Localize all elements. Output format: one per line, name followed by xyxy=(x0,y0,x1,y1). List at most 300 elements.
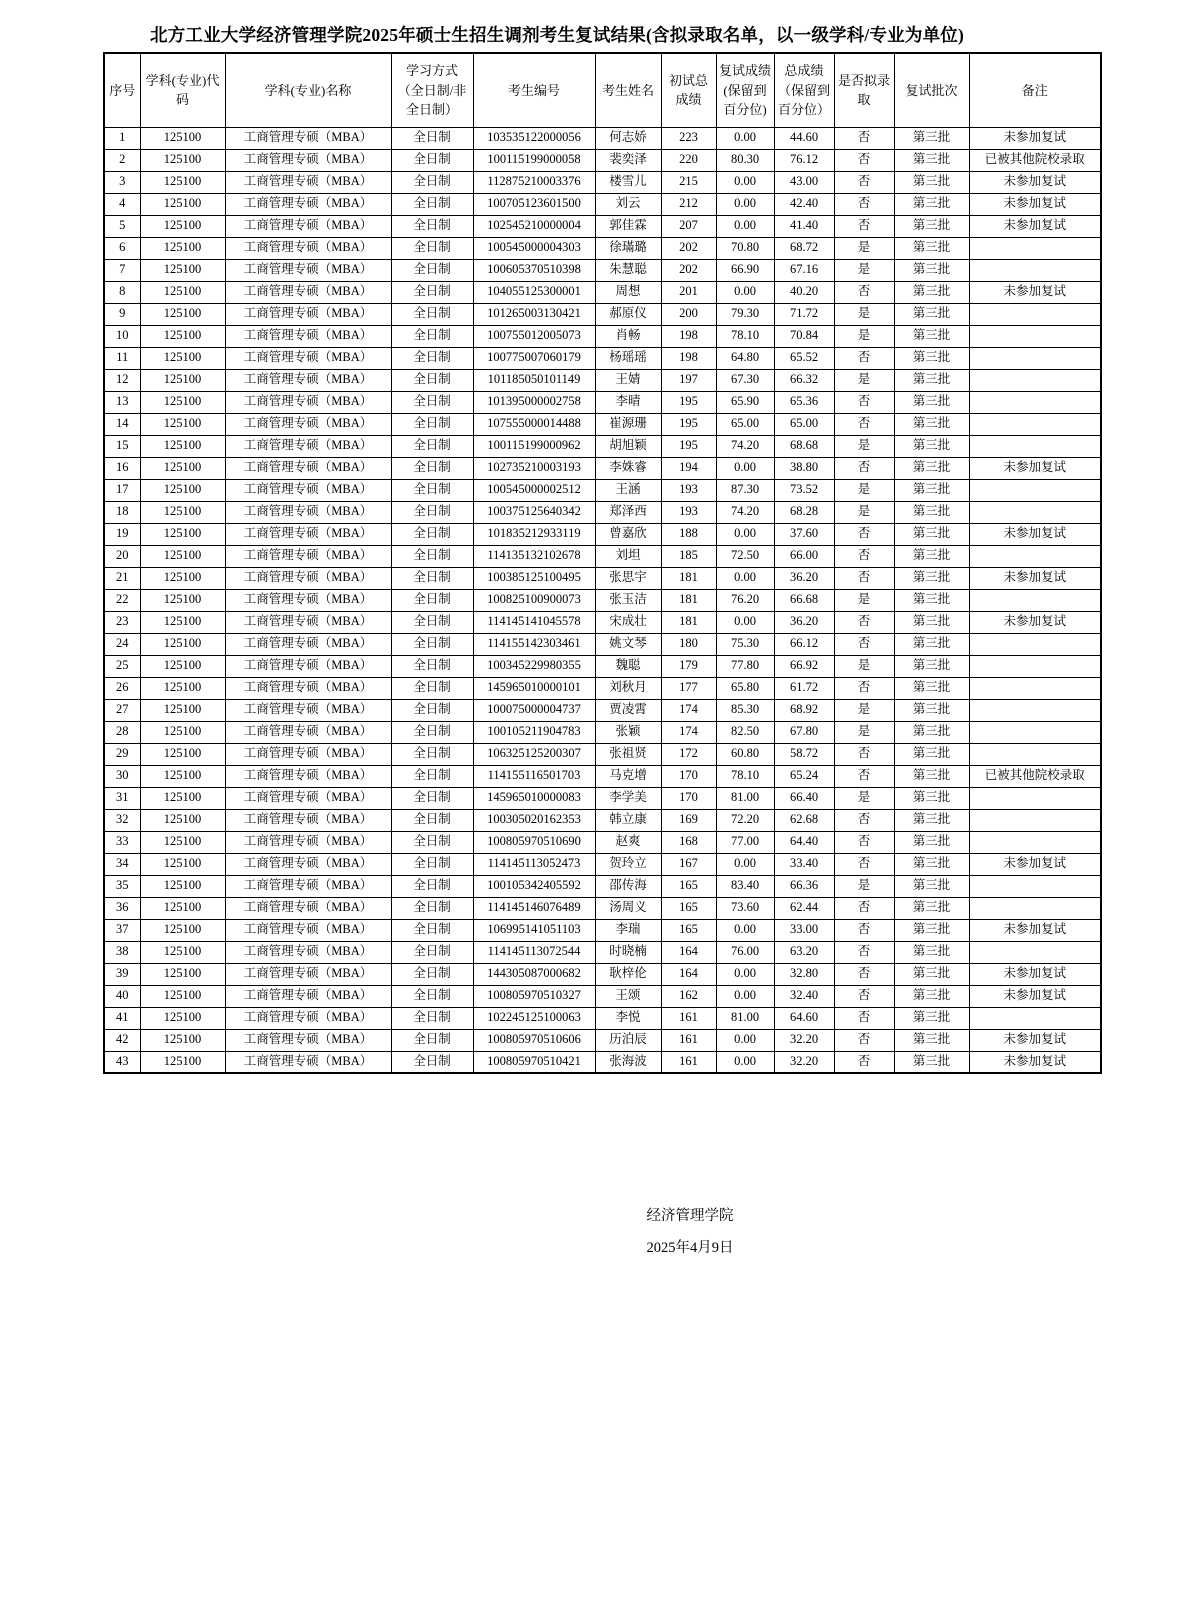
cell-admitted: 是 xyxy=(834,435,894,457)
cell-retest-score: 87.30 xyxy=(716,479,774,501)
cell-study-mode: 全日制 xyxy=(391,655,473,677)
cell-remark: 未参加复试 xyxy=(969,567,1101,589)
cell-major-code: 125100 xyxy=(140,501,225,523)
cell-study-mode: 全日制 xyxy=(391,611,473,633)
cell-major-name: 工商管理专硕（MBA） xyxy=(225,963,391,985)
cell-remark: 未参加复试 xyxy=(969,171,1101,193)
table-row xyxy=(104,237,1101,259)
cell-index: 9 xyxy=(104,303,140,325)
cell-index: 36 xyxy=(104,897,140,919)
cell-candidate-id: 104055125300001 xyxy=(473,281,595,303)
cell-candidate-id: 102545210000004 xyxy=(473,215,595,237)
cell-study-mode: 全日制 xyxy=(391,699,473,721)
cell-major-code: 125100 xyxy=(140,237,225,259)
cell-remark: 未参加复试 xyxy=(969,963,1101,985)
cell-admitted: 是 xyxy=(834,655,894,677)
cell-major-name: 工商管理专硕（MBA） xyxy=(225,699,391,721)
cell-admitted: 否 xyxy=(834,193,894,215)
cell-major-code: 125100 xyxy=(140,963,225,985)
cell-admitted: 是 xyxy=(834,303,894,325)
cell-candidate-name: 李瑞 xyxy=(595,919,661,941)
cell-major-name: 工商管理专硕（MBA） xyxy=(225,809,391,831)
cell-remark: 未参加复试 xyxy=(969,127,1101,149)
cell-index: 20 xyxy=(104,545,140,567)
column-header-major-code: 学科(专业)代码 xyxy=(140,53,225,127)
cell-study-mode: 全日制 xyxy=(391,853,473,875)
cell-initial-score: 198 xyxy=(661,325,716,347)
cell-retest-batch: 第三批 xyxy=(894,325,969,347)
cell-major-code: 125100 xyxy=(140,919,225,941)
cell-candidate-name: 李学美 xyxy=(595,787,661,809)
cell-admitted: 否 xyxy=(834,567,894,589)
cell-retest-batch: 第三批 xyxy=(894,677,969,699)
cell-retest-batch: 第三批 xyxy=(894,743,969,765)
cell-remark: 未参加复试 xyxy=(969,1029,1101,1051)
cell-major-code: 125100 xyxy=(140,347,225,369)
cell-admitted: 否 xyxy=(834,809,894,831)
cell-total-score: 42.40 xyxy=(774,193,834,215)
cell-candidate-name: 周想 xyxy=(595,281,661,303)
cell-retest-score: 0.00 xyxy=(716,611,774,633)
cell-major-code: 125100 xyxy=(140,831,225,853)
cell-major-code: 125100 xyxy=(140,1029,225,1051)
cell-initial-score: 195 xyxy=(661,435,716,457)
cell-study-mode: 全日制 xyxy=(391,281,473,303)
cell-major-code: 125100 xyxy=(140,589,225,611)
column-header-initial-score: 初试总成绩 xyxy=(661,53,716,127)
cell-total-score: 66.68 xyxy=(774,589,834,611)
cell-study-mode: 全日制 xyxy=(391,435,473,457)
table-row xyxy=(104,457,1101,479)
cell-study-mode: 全日制 xyxy=(391,787,473,809)
cell-initial-score: 174 xyxy=(661,699,716,721)
cell-total-score: 66.36 xyxy=(774,875,834,897)
cell-index: 35 xyxy=(104,875,140,897)
cell-index: 39 xyxy=(104,963,140,985)
column-header-admitted: 是否拟录取 xyxy=(834,53,894,127)
cell-major-name: 工商管理专硕（MBA） xyxy=(225,677,391,699)
cell-candidate-name: 李悦 xyxy=(595,1007,661,1029)
cell-admitted: 否 xyxy=(834,391,894,413)
table-row xyxy=(104,963,1101,985)
cell-index: 34 xyxy=(104,853,140,875)
cell-initial-score: 198 xyxy=(661,347,716,369)
cell-major-code: 125100 xyxy=(140,787,225,809)
cell-major-code: 125100 xyxy=(140,281,225,303)
cell-total-score: 76.12 xyxy=(774,149,834,171)
cell-index: 13 xyxy=(104,391,140,413)
cell-retest-score: 0.00 xyxy=(716,457,774,479)
cell-total-score: 36.20 xyxy=(774,567,834,589)
cell-index: 2 xyxy=(104,149,140,171)
cell-study-mode: 全日制 xyxy=(391,1051,473,1073)
cell-study-mode: 全日制 xyxy=(391,413,473,435)
table-row xyxy=(104,589,1101,611)
table-row xyxy=(104,501,1101,523)
cell-major-name: 工商管理专硕（MBA） xyxy=(225,479,391,501)
cell-candidate-name: 姚文琴 xyxy=(595,633,661,655)
cell-study-mode: 全日制 xyxy=(391,721,473,743)
cell-initial-score: 202 xyxy=(661,259,716,281)
cell-initial-score: 165 xyxy=(661,919,716,941)
cell-retest-score: 77.80 xyxy=(716,655,774,677)
cell-retest-score: 0.00 xyxy=(716,1029,774,1051)
cell-admitted: 否 xyxy=(834,941,894,963)
cell-retest-batch: 第三批 xyxy=(894,193,969,215)
cell-candidate-id: 100075000004737 xyxy=(473,699,595,721)
cell-initial-score: 207 xyxy=(661,215,716,237)
cell-remark xyxy=(969,391,1101,413)
cell-study-mode: 全日制 xyxy=(391,457,473,479)
cell-retest-batch: 第三批 xyxy=(894,875,969,897)
table-row xyxy=(104,347,1101,369)
cell-major-name: 工商管理专硕（MBA） xyxy=(225,721,391,743)
cell-retest-batch: 第三批 xyxy=(894,809,969,831)
cell-major-name: 工商管理专硕（MBA） xyxy=(225,457,391,479)
cell-total-score: 73.52 xyxy=(774,479,834,501)
cell-admitted: 否 xyxy=(834,457,894,479)
cell-major-name: 工商管理专硕（MBA） xyxy=(225,347,391,369)
cell-major-code: 125100 xyxy=(140,149,225,171)
cell-major-name: 工商管理专硕（MBA） xyxy=(225,589,391,611)
table-row xyxy=(104,831,1101,853)
column-header-total-score: 总成绩（保留到百分位） xyxy=(774,53,834,127)
cell-initial-score: 215 xyxy=(661,171,716,193)
cell-study-mode: 全日制 xyxy=(391,237,473,259)
cell-remark xyxy=(969,435,1101,457)
cell-initial-score: 185 xyxy=(661,545,716,567)
cell-major-name: 工商管理专硕（MBA） xyxy=(225,325,391,347)
cell-initial-score: 161 xyxy=(661,1051,716,1073)
cell-major-name: 工商管理专硕（MBA） xyxy=(225,941,391,963)
cell-remark xyxy=(969,633,1101,655)
cell-retest-score: 78.10 xyxy=(716,765,774,787)
cell-remark xyxy=(969,501,1101,523)
table-row xyxy=(104,149,1101,171)
cell-remark xyxy=(969,545,1101,567)
table-row xyxy=(104,325,1101,347)
cell-initial-score: 220 xyxy=(661,149,716,171)
cell-study-mode: 全日制 xyxy=(391,545,473,567)
cell-remark xyxy=(969,787,1101,809)
column-header-candidate-id: 考生编号 xyxy=(473,53,595,127)
cell-admitted: 否 xyxy=(834,633,894,655)
cell-major-name: 工商管理专硕（MBA） xyxy=(225,1029,391,1051)
cell-study-mode: 全日制 xyxy=(391,897,473,919)
cell-study-mode: 全日制 xyxy=(391,589,473,611)
cell-candidate-id: 145965010000083 xyxy=(473,787,595,809)
cell-retest-score: 73.60 xyxy=(716,897,774,919)
cell-initial-score: 223 xyxy=(661,127,716,149)
cell-study-mode: 全日制 xyxy=(391,523,473,545)
cell-admitted: 否 xyxy=(834,1051,894,1073)
cell-candidate-id: 101835212933119 xyxy=(473,523,595,545)
cell-retest-score: 65.90 xyxy=(716,391,774,413)
cell-candidate-id: 102735210003193 xyxy=(473,457,595,479)
cell-retest-score: 66.90 xyxy=(716,259,774,281)
cell-retest-batch: 第三批 xyxy=(894,787,969,809)
cell-total-score: 32.20 xyxy=(774,1029,834,1051)
cell-major-name: 工商管理专硕（MBA） xyxy=(225,831,391,853)
footer-signature: 经济管理学院 xyxy=(646,1208,734,1224)
cell-candidate-name: 张颖 xyxy=(595,721,661,743)
cell-index: 24 xyxy=(104,633,140,655)
cell-candidate-id: 107555000014488 xyxy=(473,413,595,435)
cell-initial-score: 202 xyxy=(661,237,716,259)
cell-candidate-name: 贾凌霄 xyxy=(595,699,661,721)
cell-study-mode: 全日制 xyxy=(391,765,473,787)
cell-retest-batch: 第三批 xyxy=(894,523,969,545)
cell-total-score: 68.92 xyxy=(774,699,834,721)
cell-initial-score: 200 xyxy=(661,303,716,325)
table-row xyxy=(104,171,1101,193)
cell-total-score: 32.80 xyxy=(774,963,834,985)
cell-total-score: 65.52 xyxy=(774,347,834,369)
cell-total-score: 66.92 xyxy=(774,655,834,677)
cell-retest-score: 0.00 xyxy=(716,193,774,215)
cell-major-name: 工商管理专硕（MBA） xyxy=(225,127,391,149)
cell-candidate-name: 宋成壮 xyxy=(595,611,661,633)
cell-candidate-id: 114145146076489 xyxy=(473,897,595,919)
cell-retest-batch: 第三批 xyxy=(894,303,969,325)
cell-initial-score: 179 xyxy=(661,655,716,677)
cell-candidate-id: 100545000002512 xyxy=(473,479,595,501)
cell-remark: 未参加复试 xyxy=(969,919,1101,941)
column-header-retest-score: 复试成绩(保留到百分位) xyxy=(716,53,774,127)
cell-total-score: 67.80 xyxy=(774,721,834,743)
cell-total-score: 65.00 xyxy=(774,413,834,435)
cell-admitted: 是 xyxy=(834,699,894,721)
cell-major-code: 125100 xyxy=(140,1051,225,1073)
table-row xyxy=(104,567,1101,589)
cell-candidate-name: 刘坦 xyxy=(595,545,661,567)
cell-candidate-name: 崔源珊 xyxy=(595,413,661,435)
cell-candidate-name: 历泊辰 xyxy=(595,1029,661,1051)
cell-retest-score: 75.30 xyxy=(716,633,774,655)
column-header-major-name: 学科(专业)名称 xyxy=(225,53,391,127)
table-row xyxy=(104,985,1101,1007)
table-row xyxy=(104,127,1101,149)
footer-date: 2025年4月9日 xyxy=(646,1240,734,1256)
cell-total-score: 65.36 xyxy=(774,391,834,413)
cell-retest-score: 0.00 xyxy=(716,215,774,237)
table-row xyxy=(104,281,1101,303)
cell-total-score: 32.20 xyxy=(774,1051,834,1073)
cell-major-name: 工商管理专硕（MBA） xyxy=(225,303,391,325)
cell-remark xyxy=(969,941,1101,963)
cell-remark xyxy=(969,347,1101,369)
cell-index: 8 xyxy=(104,281,140,303)
cell-retest-score: 0.00 xyxy=(716,963,774,985)
cell-initial-score: 170 xyxy=(661,787,716,809)
cell-index: 30 xyxy=(104,765,140,787)
cell-major-code: 125100 xyxy=(140,369,225,391)
cell-total-score: 68.68 xyxy=(774,435,834,457)
cell-candidate-name: 李晴 xyxy=(595,391,661,413)
cell-candidate-id: 106995141051103 xyxy=(473,919,595,941)
table-row xyxy=(104,633,1101,655)
cell-remark xyxy=(969,721,1101,743)
cell-total-score: 62.68 xyxy=(774,809,834,831)
cell-retest-batch: 第三批 xyxy=(894,1007,969,1029)
cell-admitted: 否 xyxy=(834,545,894,567)
cell-study-mode: 全日制 xyxy=(391,391,473,413)
table-row xyxy=(104,765,1101,787)
cell-candidate-id: 114145113072544 xyxy=(473,941,595,963)
cell-major-name: 工商管理专硕（MBA） xyxy=(225,435,391,457)
table-row xyxy=(104,941,1101,963)
cell-remark xyxy=(969,303,1101,325)
cell-remark: 未参加复试 xyxy=(969,853,1101,875)
cell-study-mode: 全日制 xyxy=(391,633,473,655)
cell-total-score: 44.60 xyxy=(774,127,834,149)
cell-remark: 未参加复试 xyxy=(969,193,1101,215)
cell-remark xyxy=(969,677,1101,699)
table-row xyxy=(104,545,1101,567)
cell-remark xyxy=(969,809,1101,831)
cell-candidate-name: 张海波 xyxy=(595,1051,661,1073)
cell-index: 43 xyxy=(104,1051,140,1073)
cell-admitted: 否 xyxy=(834,127,894,149)
column-header-index: 序号 xyxy=(104,53,140,127)
cell-initial-score: 197 xyxy=(661,369,716,391)
cell-admitted: 否 xyxy=(834,919,894,941)
cell-candidate-id: 112875210003376 xyxy=(473,171,595,193)
cell-major-code: 125100 xyxy=(140,193,225,215)
cell-major-name: 工商管理专硕（MBA） xyxy=(225,633,391,655)
cell-initial-score: 165 xyxy=(661,897,716,919)
cell-total-score: 37.60 xyxy=(774,523,834,545)
cell-initial-score: 167 xyxy=(661,853,716,875)
cell-remark: 未参加复试 xyxy=(969,523,1101,545)
cell-major-name: 工商管理专硕（MBA） xyxy=(225,567,391,589)
cell-major-name: 工商管理专硕（MBA） xyxy=(225,149,391,171)
cell-retest-batch: 第三批 xyxy=(894,721,969,743)
cell-retest-batch: 第三批 xyxy=(894,369,969,391)
cell-admitted: 是 xyxy=(834,589,894,611)
cell-initial-score: 181 xyxy=(661,589,716,611)
cell-index: 31 xyxy=(104,787,140,809)
cell-admitted: 否 xyxy=(834,897,894,919)
cell-candidate-id: 100805970510606 xyxy=(473,1029,595,1051)
cell-admitted: 否 xyxy=(834,677,894,699)
cell-total-score: 61.72 xyxy=(774,677,834,699)
cell-admitted: 是 xyxy=(834,325,894,347)
table-row xyxy=(104,699,1101,721)
cell-admitted: 否 xyxy=(834,765,894,787)
cell-initial-score: 195 xyxy=(661,413,716,435)
cell-initial-score: 180 xyxy=(661,633,716,655)
cell-retest-batch: 第三批 xyxy=(894,1051,969,1073)
table-row xyxy=(104,259,1101,281)
cell-candidate-name: 李姝睿 xyxy=(595,457,661,479)
cell-major-code: 125100 xyxy=(140,303,225,325)
cell-candidate-id: 100705123601500 xyxy=(473,193,595,215)
cell-candidate-id: 100805970510421 xyxy=(473,1051,595,1073)
cell-retest-batch: 第三批 xyxy=(894,149,969,171)
cell-study-mode: 全日制 xyxy=(391,831,473,853)
cell-retest-batch: 第三批 xyxy=(894,1029,969,1051)
cell-initial-score: 165 xyxy=(661,875,716,897)
table-row xyxy=(104,1007,1101,1029)
cell-major-name: 工商管理专硕（MBA） xyxy=(225,853,391,875)
column-header-retest-batch: 复试批次 xyxy=(894,53,969,127)
cell-major-name: 工商管理专硕（MBA） xyxy=(225,501,391,523)
cell-remark xyxy=(969,589,1101,611)
cell-retest-batch: 第三批 xyxy=(894,589,969,611)
cell-retest-batch: 第三批 xyxy=(894,171,969,193)
cell-major-name: 工商管理专硕（MBA） xyxy=(225,875,391,897)
cell-index: 29 xyxy=(104,743,140,765)
cell-major-name: 工商管理专硕（MBA） xyxy=(225,897,391,919)
cell-study-mode: 全日制 xyxy=(391,677,473,699)
cell-candidate-name: 裴奕泽 xyxy=(595,149,661,171)
cell-major-code: 125100 xyxy=(140,259,225,281)
cell-retest-batch: 第三批 xyxy=(894,501,969,523)
cell-candidate-id: 144305087000682 xyxy=(473,963,595,985)
cell-major-code: 125100 xyxy=(140,853,225,875)
cell-candidate-name: 张玉洁 xyxy=(595,589,661,611)
cell-remark: 已被其他院校录取 xyxy=(969,765,1101,787)
cell-candidate-name: 贺玲立 xyxy=(595,853,661,875)
cell-candidate-name: 郝原仪 xyxy=(595,303,661,325)
cell-retest-score: 85.30 xyxy=(716,699,774,721)
cell-remark xyxy=(969,325,1101,347)
cell-major-name: 工商管理专硕（MBA） xyxy=(225,523,391,545)
cell-index: 10 xyxy=(104,325,140,347)
cell-index: 28 xyxy=(104,721,140,743)
cell-candidate-name: 胡旭颖 xyxy=(595,435,661,457)
cell-initial-score: 168 xyxy=(661,831,716,853)
cell-total-score: 70.84 xyxy=(774,325,834,347)
cell-candidate-name: 肖畅 xyxy=(595,325,661,347)
table-row xyxy=(104,193,1101,215)
cell-retest-batch: 第三批 xyxy=(894,413,969,435)
cell-major-name: 工商管理专硕（MBA） xyxy=(225,611,391,633)
table-row xyxy=(104,919,1101,941)
cell-retest-batch: 第三批 xyxy=(894,567,969,589)
cell-major-name: 工商管理专硕（MBA） xyxy=(225,259,391,281)
cell-admitted: 否 xyxy=(834,963,894,985)
cell-retest-score: 0.00 xyxy=(716,281,774,303)
cell-candidate-id: 100115199000058 xyxy=(473,149,595,171)
cell-major-name: 工商管理专硕（MBA） xyxy=(225,193,391,215)
cell-major-code: 125100 xyxy=(140,743,225,765)
cell-index: 11 xyxy=(104,347,140,369)
cell-retest-score: 81.00 xyxy=(716,1007,774,1029)
cell-initial-score: 193 xyxy=(661,479,716,501)
cell-index: 18 xyxy=(104,501,140,523)
cell-candidate-name: 张思宇 xyxy=(595,567,661,589)
cell-admitted: 否 xyxy=(834,149,894,171)
cell-total-score: 58.72 xyxy=(774,743,834,765)
cell-initial-score: 162 xyxy=(661,985,716,1007)
cell-retest-score: 83.40 xyxy=(716,875,774,897)
cell-major-code: 125100 xyxy=(140,633,225,655)
cell-initial-score: 188 xyxy=(661,523,716,545)
cell-index: 3 xyxy=(104,171,140,193)
cell-retest-batch: 第三批 xyxy=(894,391,969,413)
cell-index: 37 xyxy=(104,919,140,941)
cell-initial-score: 194 xyxy=(661,457,716,479)
cell-candidate-name: 王婧 xyxy=(595,369,661,391)
table-row xyxy=(104,611,1101,633)
cell-candidate-name: 郑泽西 xyxy=(595,501,661,523)
cell-total-score: 71.72 xyxy=(774,303,834,325)
cell-total-score: 68.28 xyxy=(774,501,834,523)
cell-major-code: 125100 xyxy=(140,655,225,677)
cell-admitted: 否 xyxy=(834,281,894,303)
